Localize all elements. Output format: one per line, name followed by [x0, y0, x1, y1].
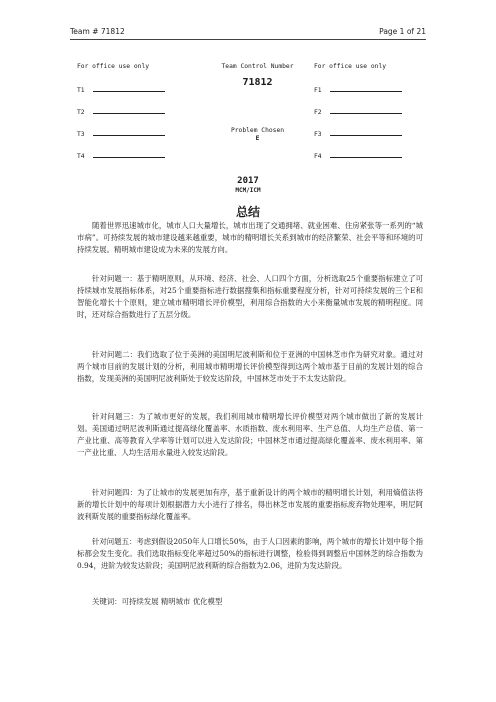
question-5-paragraph: 针对问题五：考虑到假设2050年人口增长50%，由于人口因素的影响，两个城市的增长计划中每个指标都会发生变化。我们选取指标变化率超过50%的指标进行调整，检验得到调整后中国林芝的综合指数为0.94，进阶为较发达阶段；美国明尼波利斯的综合指数为2.06，进阶为发达阶段。 [77, 537, 423, 570]
t2-label: T2 [77, 109, 85, 116]
f2-line [330, 107, 402, 114]
f1-slot [314, 85, 402, 94]
office-use-right-label: For office use only [314, 63, 387, 70]
f3-line [330, 129, 402, 136]
f1-line [330, 85, 402, 92]
t2-slot [77, 107, 165, 116]
f2-slot [314, 107, 402, 116]
summary-title: 总结 [235, 205, 260, 219]
f3-label: F3 [314, 131, 322, 138]
header-page-number: Page 1 of 21 [379, 27, 426, 36]
header-divider [70, 39, 426, 40]
t4-label: T4 [77, 153, 85, 160]
t1-label: T1 [77, 87, 85, 94]
t4-slot [77, 151, 165, 160]
f3-slot [314, 129, 402, 138]
f1-label: F1 [314, 87, 322, 94]
f2-label: F2 [314, 109, 322, 116]
contest-name: MCM/ICM [235, 187, 261, 194]
header-team: Team # 71812 [70, 27, 125, 36]
problem-chosen-value: E [255, 135, 260, 142]
team-control-label: Team Control Number [221, 63, 294, 70]
t1-slot [77, 85, 165, 94]
cover-block [77, 63, 422, 163]
office-use-left-label: For office use only [77, 63, 150, 70]
office-use-left [77, 63, 187, 160]
question-4-paragraph: 针对问题四：为了让城市的发展更加有序，基于重新设计的两个城市的精明增长计划，利用熵值法将新的增长计划中的每项计划根据潜力大小进行了排名，得出林芝市发展的重要指标废弃物处理率，明尼阿波利斯发展的重要指标绿化覆盖率。 [77, 488, 423, 521]
t3-label: T3 [77, 131, 85, 138]
t4-line [93, 151, 165, 158]
intro-paragraph: 随着世界迅速城市化，城市人口大量增长，城市出现了交通拥堵、就业困难、住房紧张等一系列的“城市病”。可持续发展的城市建设越来越重要，城市的精明增长关系到城市的经济繁荣、社会平等和环境的可持续发展。精明城市建设成为未来的发展方向。 [77, 221, 423, 254]
office-use-right [314, 63, 424, 160]
f4-label: F4 [314, 153, 322, 160]
question-1-paragraph: 针对问题一：基于精明原则，从环境、经济、社会、人口四个方面，分析选取25个重要指标建立了可持续城市发展指标体系，对25个重要指标进行数据搜集和指标重要程度分析，针对可持续发展的三个E和智能化增长十个原则，建立城市精明增长评价模型，利用综合指数的大小来衡量城市发展的精明程度。同时，还对综合指数进行了五层分级。 [77, 274, 423, 319]
t1-line [93, 85, 165, 92]
f4-line [330, 151, 402, 158]
f4-slot [314, 151, 402, 160]
t3-line [93, 129, 165, 136]
contest-year: 2017 [237, 176, 259, 186]
question-2-paragraph: 针对问题二：我们选取了位于美洲的美国明尼波利斯和位于亚洲的中国林芝市作为研究对象。通过对两个城市目前的发展计划的分析，利用城市精明增长评价模型得到这两个城市基于目前的发展计划的综合指数，发现美洲的美国明尼波利斯处于较发达阶段，中国林芝市处于不太发达阶段。 [77, 350, 423, 383]
t2-line [93, 107, 165, 114]
question-3-paragraph: 针对问题三：为了城市更好的发展，我们利用城市精明增长评价模型对两个城市做出了新的发展计划。美国通过明尼波利斯通过提高绿化覆盖率、水质指数、废水利用率、生产总值、人均生产总值、第一产业比重、高等教育入学率等计划可以进入发达阶段；中国林芝市通过提高绿化覆盖率、废水利用率、第一产业比重、人均生活用水量进入较发达阶段。 [77, 412, 423, 457]
team-control-number: 71812 [242, 77, 273, 88]
t3-slot [77, 129, 165, 138]
keywords-line: 关键词：可持续发展 精明城市 优化模型 [92, 597, 223, 606]
page-header [70, 24, 426, 38]
problem-chosen-label: Problem Chosen [230, 127, 285, 134]
